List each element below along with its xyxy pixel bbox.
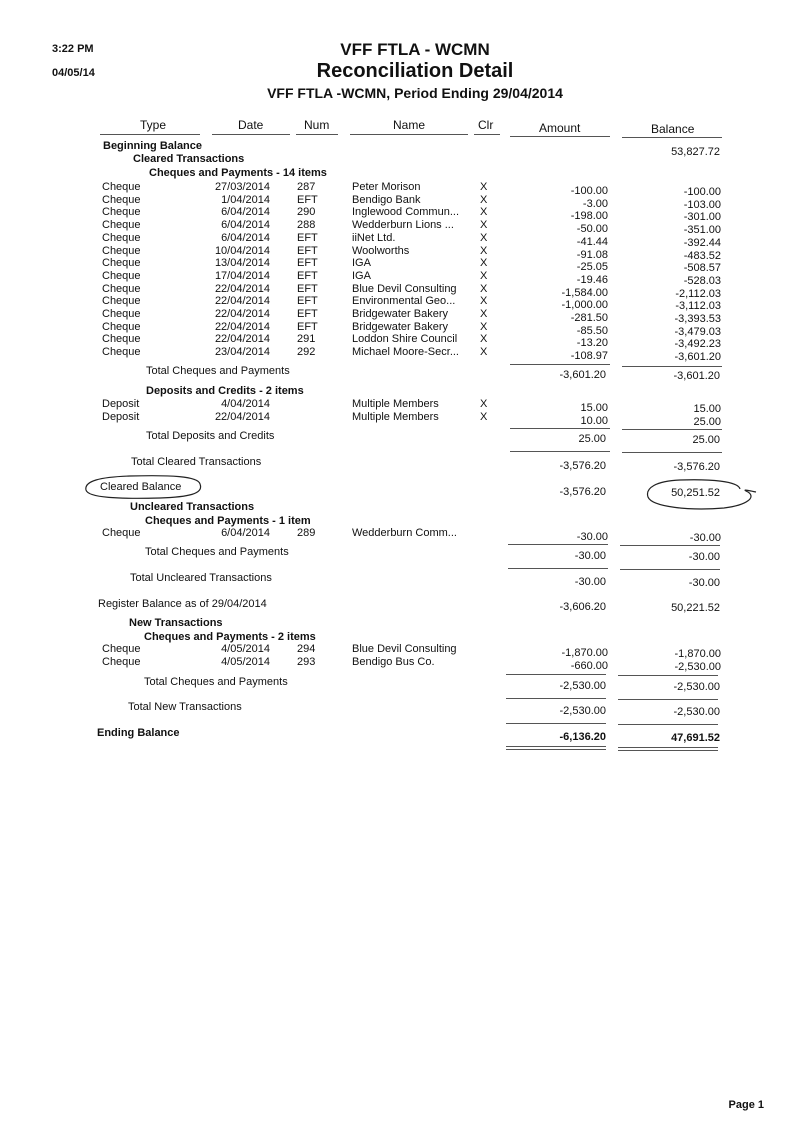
cell-name: Bendigo Bus Co.: [352, 655, 435, 668]
cell-num: 288: [297, 219, 316, 232]
cell-type: Cheque: [102, 219, 141, 232]
register-balance-value: 50,221.52: [671, 602, 720, 614]
total-uncleared-label: Total Uncleared Transactions: [130, 572, 272, 584]
cell-clr: X: [480, 244, 488, 257]
subtotal-rule: [618, 724, 718, 725]
table-row: [0, 643, 800, 660]
cell-type: Cheque: [102, 308, 141, 320]
cell-type: Cheque: [102, 282, 141, 295]
cell-name: iiNet Ltd.: [352, 231, 396, 244]
cell-name: Peter Morison: [352, 181, 421, 193]
header-rule: [622, 137, 722, 138]
cell-type: Cheque: [102, 269, 141, 282]
cell-balance: -3,112.03: [675, 300, 721, 313]
cell-balance: -392.44: [683, 236, 721, 249]
deposits-heading: Deposits and Credits - 2 items: [146, 385, 304, 397]
cell-clr: X: [480, 206, 488, 219]
beginning-balance-label: Beginning Balance: [103, 140, 203, 152]
cell-type: Deposit: [102, 410, 140, 423]
cell-amount: -1,584.00: [561, 286, 608, 299]
new-cheques-heading: Cheques and Payments - 2 items: [144, 631, 316, 643]
table-row: [0, 527, 800, 544]
cell-balance: -301.00: [683, 211, 721, 224]
double-underline: [506, 746, 606, 747]
cell-amount: -100.00: [570, 185, 608, 197]
total-deposits-label: Total Deposits and Credits: [146, 430, 275, 442]
cell-amount: -108.97: [570, 350, 608, 363]
total-new-cheques-label: Total Cheques and Payments: [144, 676, 288, 688]
table-row: [0, 206, 800, 224]
cell-clr: X: [480, 193, 488, 206]
report-subtitle: VFF FTLA -WCMN, Period Ending 29/04/2014: [267, 85, 563, 101]
cell-type: Cheque: [102, 346, 141, 359]
cell-date: 1/04/2014: [221, 193, 270, 206]
subtotal-rule: [510, 451, 610, 452]
cell-amount: -660.00: [570, 659, 608, 672]
total-uncleared-amount: -30.00: [574, 576, 606, 588]
total-cleared-cheques-balance: -3,601.20: [673, 370, 720, 382]
cell-balance: -351.00: [683, 224, 721, 237]
new-transactions-heading: New Transactions: [129, 617, 223, 629]
cell-type: Cheque: [102, 206, 141, 219]
cell-balance: 25.00: [693, 415, 721, 428]
subtotal-rule: [620, 545, 720, 546]
cell-name: Environmental Geo...: [352, 295, 456, 308]
cell-clr: X: [480, 282, 488, 295]
cell-balance: -2,112.03: [675, 287, 721, 300]
cell-num: 291: [297, 333, 316, 346]
cell-type: Cheque: [102, 643, 141, 655]
cell-amount: -91.08: [576, 248, 608, 261]
col-header-type: Type: [140, 118, 167, 132]
total-cleared-amount: -3,576.20: [559, 460, 606, 472]
double-underline: [506, 749, 606, 750]
cleared-balance-value: 50,251.52: [671, 487, 720, 499]
cell-clr: X: [480, 295, 488, 308]
register-balance-amount: -3,606.20: [559, 601, 606, 613]
total-new-cheques-balance: -2,530.00: [673, 681, 720, 693]
cell-num: EFT: [297, 320, 318, 333]
uncleared-cheques-heading: Cheques and Payments - 1 item: [145, 515, 311, 527]
cell-type: Cheque: [102, 295, 141, 308]
subtotal-rule: [506, 723, 606, 724]
table-row: [0, 282, 800, 300]
cell-amount: -85.50: [576, 324, 608, 337]
cell-name: Multiple Members: [352, 410, 439, 423]
cell-num: 293: [297, 655, 316, 668]
double-underline: [618, 747, 718, 748]
cell-date: 13/04/2014: [214, 257, 270, 270]
ending-balance-amount: -6,136.20: [559, 731, 606, 743]
table-row: [0, 346, 800, 364]
cell-num: 287: [297, 181, 316, 193]
table-row: [0, 219, 800, 237]
cell-name: Multiple Members: [352, 398, 439, 410]
total-cleared-label: Total Cleared Transactions: [131, 456, 262, 468]
header-rule: [100, 134, 200, 135]
cell-date: 27/03/2014: [214, 181, 270, 193]
cell-num: EFT: [297, 282, 318, 295]
table-row: [0, 655, 800, 673]
header-rule: [510, 136, 610, 137]
cell-type: Cheque: [102, 181, 141, 193]
col-header-date: Date: [238, 118, 264, 132]
cell-balance: -1,870.00: [674, 648, 721, 660]
cell-num: 290: [297, 206, 316, 219]
total-new-cheques-amount: -2,530.00: [559, 680, 606, 692]
subtotal-rule: [622, 366, 722, 367]
cell-balance: -528.03: [683, 274, 721, 287]
subtotal-rule: [508, 544, 608, 545]
col-header-clr: Clr: [478, 118, 494, 132]
cell-balance: -3,479.03: [674, 325, 721, 338]
cell-num: EFT: [297, 244, 318, 257]
subtotal-rule: [506, 698, 606, 699]
cell-name: Wedderburn Lions ...: [352, 219, 454, 232]
cell-balance: -483.52: [683, 249, 721, 262]
cell-date: 4/05/2014: [221, 643, 270, 655]
cell-num: 294: [297, 643, 316, 655]
cell-date: 22/04/2014: [214, 295, 270, 308]
cell-date: 17/04/2014: [214, 269, 270, 282]
cell-date: 23/04/2014: [214, 346, 270, 359]
subtotal-rule: [510, 364, 610, 365]
cell-amount: -30.00: [576, 531, 608, 543]
cell-amount: -1,870.00: [561, 647, 608, 659]
table-row: [0, 181, 800, 198]
cell-amount: -25.05: [576, 261, 608, 274]
cell-name: IGA: [352, 257, 371, 270]
cell-balance: -3,393.53: [674, 313, 721, 325]
header-rule: [474, 134, 500, 135]
cell-balance: -3,492.23: [674, 338, 721, 351]
cell-amount: -198.00: [570, 210, 608, 223]
cell-balance: -2,530.00: [674, 660, 721, 673]
page-number: Page 1: [728, 1099, 764, 1111]
cell-date: 22/04/2014: [214, 333, 270, 346]
cell-num: 292: [297, 346, 316, 359]
cell-date: 22/04/2014: [214, 282, 270, 295]
cell-type: Cheque: [102, 655, 141, 668]
cleared-balance-label: Cleared Balance: [100, 481, 182, 493]
cell-clr: X: [480, 308, 488, 320]
cell-name: Inglewood Commun...: [352, 206, 459, 219]
cell-balance: -508.57: [683, 262, 721, 275]
header-rule: [350, 134, 468, 135]
cell-amount: -50.00: [576, 223, 608, 236]
cell-amount: -19.46: [576, 273, 608, 286]
cell-balance: -100.00: [683, 186, 721, 198]
total-new-label: Total New Transactions: [128, 701, 242, 713]
cell-amount: 15.00: [580, 402, 608, 414]
subtotal-rule: [508, 568, 608, 569]
subtotal-rule: [618, 675, 718, 676]
table-row: [0, 269, 800, 287]
cell-type: Cheque: [102, 320, 141, 333]
col-header-num: Num: [304, 118, 330, 132]
cell-name: Wedderburn Comm...: [352, 527, 457, 539]
print-time: 3:22 PM: [52, 43, 94, 55]
total-cleared-balance: -3,576.20: [673, 461, 720, 473]
cleared-balance-amount: -3,576.20: [559, 486, 606, 498]
table-row: [0, 193, 800, 211]
total-new-amount: -2,530.00: [559, 705, 606, 717]
report-title: Reconciliation Detail: [316, 60, 514, 82]
subtotal-rule: [620, 569, 720, 570]
beginning-balance-value: 53,827.72: [671, 146, 720, 158]
cell-date: 22/04/2014: [214, 308, 270, 320]
cleared-cheques-heading: Cheques and Payments - 14 items: [149, 167, 327, 179]
subtotal-rule: [622, 429, 722, 430]
cell-type: Deposit: [102, 398, 140, 410]
col-header-amount: Amount: [539, 121, 581, 135]
cell-name: IGA: [352, 269, 371, 282]
cell-name: Bridgewater Bakery: [352, 308, 448, 320]
table-row: [0, 333, 800, 351]
table-row: [0, 398, 800, 415]
cell-num: EFT: [297, 257, 318, 270]
ending-balance-label: Ending Balance: [97, 727, 180, 739]
subtotal-rule: [506, 674, 606, 675]
cell-date: 6/04/2014: [221, 219, 270, 232]
table-row: [0, 410, 800, 428]
table-row: [0, 295, 800, 313]
cell-clr: X: [480, 410, 488, 423]
cell-date: 4/04/2014: [221, 398, 270, 410]
total-uncleared-cheques-amount: -30.00: [574, 550, 606, 562]
cell-amount: -3.00: [582, 197, 608, 210]
company-name: VFF FTLA - WCMN: [340, 40, 490, 59]
cell-name: Bridgewater Bakery: [352, 320, 448, 333]
cell-date: 6/04/2014: [221, 527, 270, 539]
header-rule: [296, 134, 338, 135]
cell-balance: -3,601.20: [674, 351, 721, 364]
cell-date: 22/04/2014: [214, 320, 270, 333]
total-deposits-amount: 25.00: [578, 433, 606, 445]
table-row: [0, 320, 800, 338]
ending-balance-value: 47,691.52: [671, 732, 720, 744]
table-row: [0, 308, 800, 325]
total-uncleared-cheques-balance: -30.00: [688, 551, 720, 563]
subtotal-rule: [622, 452, 722, 453]
subtotal-rule: [618, 699, 718, 700]
cell-type: Cheque: [102, 244, 141, 257]
total-uncleared-cheques-label: Total Cheques and Payments: [145, 546, 289, 558]
cell-balance: -30.00: [689, 532, 721, 544]
cell-num: EFT: [297, 231, 318, 244]
cell-date: 6/04/2014: [221, 206, 270, 219]
table-row: [0, 231, 800, 249]
cell-clr: X: [480, 333, 488, 346]
cell-date: 10/04/2014: [214, 244, 270, 257]
cell-num: 289: [297, 527, 316, 539]
print-date: 04/05/14: [52, 67, 95, 79]
cell-amount: -41.44: [576, 235, 608, 248]
cell-name: Bendigo Bank: [352, 193, 421, 206]
cell-balance: -103.00: [683, 198, 721, 211]
cell-clr: X: [480, 269, 488, 282]
cell-clr: X: [480, 257, 488, 270]
cell-num: EFT: [297, 295, 318, 308]
cell-type: Cheque: [102, 527, 141, 539]
double-underline: [618, 750, 718, 751]
register-balance-label: Register Balance as of 29/04/2014: [98, 598, 267, 610]
cell-name: Loddon Shire Council: [352, 333, 458, 346]
cell-amount: -281.50: [570, 312, 608, 324]
uncleared-transactions-heading: Uncleared Transactions: [130, 501, 255, 513]
total-uncleared-balance: -30.00: [688, 577, 720, 589]
total-new-balance: -2,530.00: [673, 706, 720, 718]
cell-date: 6/04/2014: [221, 231, 270, 244]
cell-type: Cheque: [102, 231, 141, 244]
cell-num: EFT: [297, 193, 318, 206]
table-row: [0, 244, 800, 262]
cell-clr: X: [480, 231, 488, 244]
cell-type: Cheque: [102, 257, 141, 270]
cell-clr: X: [480, 219, 488, 232]
cell-name: Michael Moore-Secr...: [352, 346, 459, 359]
cell-clr: X: [480, 346, 488, 359]
cell-type: Cheque: [102, 193, 141, 206]
cell-name: Blue Devil Consulting: [352, 643, 457, 655]
cell-amount: -13.20: [576, 337, 608, 350]
cell-name: Blue Devil Consulting: [352, 282, 457, 295]
cell-amount: -1,000.00: [561, 299, 608, 312]
total-deposits-balance: 25.00: [692, 434, 720, 446]
cell-clr: X: [480, 398, 488, 410]
cell-name: Woolworths: [352, 244, 410, 257]
col-header-name: Name: [393, 118, 426, 132]
cell-num: EFT: [297, 308, 318, 320]
cell-date: 22/04/2014: [214, 410, 270, 423]
total-cleared-cheques-amount: -3,601.20: [559, 369, 606, 381]
col-header-balance: Balance: [651, 122, 695, 136]
total-cleared-cheques-label: Total Cheques and Payments: [146, 365, 290, 377]
cell-num: EFT: [297, 269, 318, 282]
cell-type: Cheque: [102, 333, 141, 346]
cell-balance: 15.00: [693, 403, 721, 415]
cleared-transactions-heading: Cleared Transactions: [133, 153, 245, 165]
table-row: [0, 257, 800, 275]
cell-clr: X: [480, 181, 488, 193]
cell-date: 4/05/2014: [221, 655, 270, 668]
cell-clr: X: [480, 320, 488, 333]
subtotal-rule: [510, 428, 610, 429]
header-rule: [212, 134, 290, 135]
cell-amount: 10.00: [580, 414, 608, 427]
